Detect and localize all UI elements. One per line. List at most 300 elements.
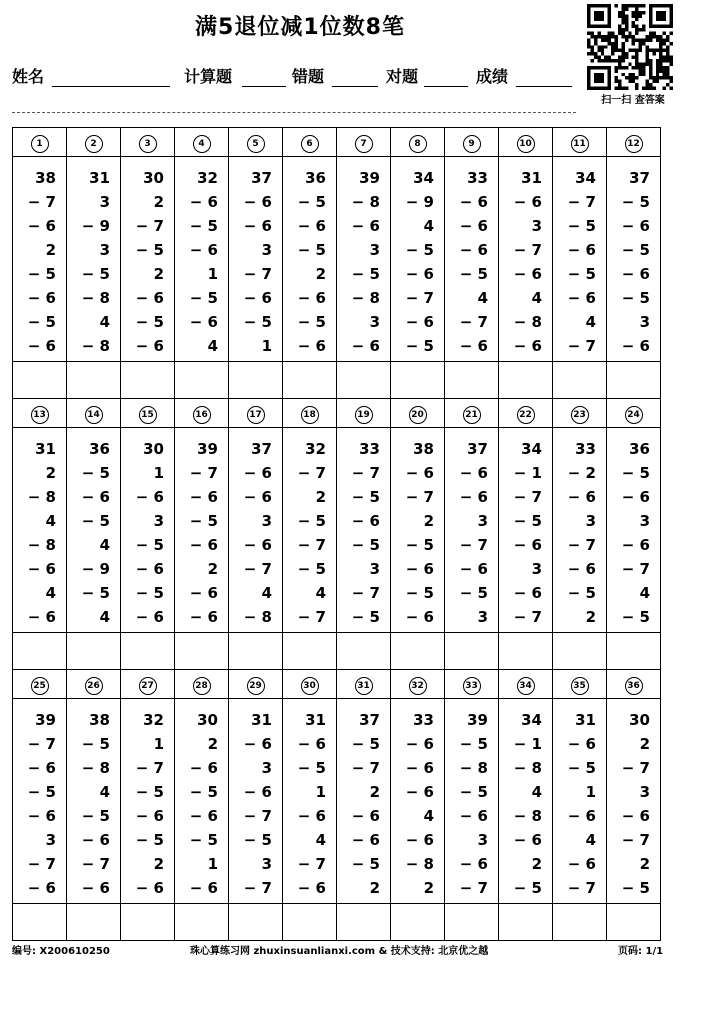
operand: − 7 bbox=[297, 855, 326, 873]
operand-list bbox=[607, 157, 660, 358]
operand-list bbox=[229, 699, 282, 900]
problem-number: 28 bbox=[193, 677, 211, 695]
operand: − 6 bbox=[243, 783, 272, 801]
problem-number-cell bbox=[337, 399, 391, 428]
answer-box[interactable] bbox=[499, 633, 553, 670]
cut-line bbox=[12, 112, 576, 113]
problem-number-cell bbox=[67, 399, 121, 428]
wrong-label: 错题 bbox=[292, 67, 325, 86]
problem-grid bbox=[12, 127, 661, 941]
operand: 31 bbox=[521, 169, 542, 187]
problem-number: 21 bbox=[463, 406, 481, 424]
problem-number-cell bbox=[499, 128, 553, 157]
operand: − 8 bbox=[459, 759, 488, 777]
qr-code[interactable] bbox=[587, 4, 673, 90]
operand: − 5 bbox=[621, 464, 650, 482]
problem-number: 27 bbox=[139, 677, 157, 695]
answer-box[interactable] bbox=[337, 904, 391, 941]
operand: − 5 bbox=[189, 217, 218, 235]
operand: − 6 bbox=[567, 855, 596, 873]
operand: − 9 bbox=[81, 560, 110, 578]
operand-list bbox=[121, 157, 174, 358]
operand: − 6 bbox=[405, 783, 434, 801]
operand: 37 bbox=[251, 169, 272, 187]
operand: − 7 bbox=[243, 807, 272, 825]
operand: 2 bbox=[585, 608, 596, 626]
problem-number-cell bbox=[175, 399, 229, 428]
operand: − 5 bbox=[567, 759, 596, 777]
operand: − 5 bbox=[297, 759, 326, 777]
operand: 4 bbox=[531, 783, 542, 801]
operand: − 5 bbox=[567, 217, 596, 235]
operand: − 5 bbox=[27, 313, 56, 331]
operand: − 6 bbox=[189, 313, 218, 331]
operand: − 5 bbox=[351, 265, 380, 283]
operand: 2 bbox=[639, 735, 650, 753]
operand-list bbox=[67, 157, 120, 358]
problem-number-cell bbox=[121, 128, 175, 157]
problem-number-cell bbox=[445, 670, 499, 699]
answer-box[interactable] bbox=[391, 633, 445, 670]
problem-cell bbox=[229, 428, 283, 633]
answer-box[interactable] bbox=[175, 633, 229, 670]
operand: − 5 bbox=[297, 560, 326, 578]
problem-number-cell bbox=[391, 670, 445, 699]
operand: − 7 bbox=[297, 536, 326, 554]
operand: − 8 bbox=[27, 536, 56, 554]
problem-number: 9 bbox=[463, 135, 481, 153]
operand: 37 bbox=[359, 711, 380, 729]
count-field[interactable] bbox=[242, 86, 286, 87]
problem-number-cell bbox=[175, 670, 229, 699]
operand: − 5 bbox=[243, 831, 272, 849]
operand-list bbox=[175, 699, 228, 900]
operand: − 7 bbox=[81, 855, 110, 873]
operand: 30 bbox=[143, 440, 164, 458]
operand: − 5 bbox=[135, 584, 164, 602]
operand: 32 bbox=[305, 440, 326, 458]
operand: 1 bbox=[153, 735, 164, 753]
answer-box[interactable] bbox=[67, 904, 121, 941]
operand: − 6 bbox=[27, 560, 56, 578]
operand: 3 bbox=[477, 608, 488, 626]
problem-number-row bbox=[13, 399, 661, 428]
problem-cell bbox=[229, 699, 283, 904]
answer-box[interactable] bbox=[175, 904, 229, 941]
operand: − 7 bbox=[567, 536, 596, 554]
operand: − 6 bbox=[513, 831, 542, 849]
answer-box[interactable] bbox=[445, 904, 499, 941]
answer-row bbox=[13, 904, 661, 941]
operand: − 5 bbox=[459, 783, 488, 801]
operand-list bbox=[391, 699, 444, 900]
problem-number-cell bbox=[121, 670, 175, 699]
operand: − 7 bbox=[621, 759, 650, 777]
operand: − 6 bbox=[189, 584, 218, 602]
operand: − 7 bbox=[567, 879, 596, 897]
problem-row bbox=[13, 157, 661, 362]
name-field[interactable] bbox=[52, 86, 170, 87]
problem-cell bbox=[175, 157, 229, 362]
answer-box[interactable] bbox=[607, 362, 661, 399]
problem-cell bbox=[337, 428, 391, 633]
operand-list bbox=[13, 157, 66, 358]
problem-number: 13 bbox=[31, 406, 49, 424]
operand: − 6 bbox=[351, 217, 380, 235]
operand: 36 bbox=[305, 169, 326, 187]
operand: − 5 bbox=[621, 193, 650, 211]
problem-number: 26 bbox=[85, 677, 103, 695]
operand: 2 bbox=[207, 560, 218, 578]
answer-box[interactable] bbox=[553, 633, 607, 670]
operand-list bbox=[283, 157, 336, 358]
operand: − 5 bbox=[81, 512, 110, 530]
operand: − 8 bbox=[513, 759, 542, 777]
operand: 30 bbox=[197, 711, 218, 729]
operand: 33 bbox=[467, 169, 488, 187]
problem-number: 24 bbox=[625, 406, 643, 424]
operand-list bbox=[175, 428, 228, 629]
answer-box[interactable] bbox=[229, 362, 283, 399]
operand: − 5 bbox=[567, 584, 596, 602]
answer-box[interactable] bbox=[445, 633, 499, 670]
problem-number: 23 bbox=[571, 406, 589, 424]
operand: − 7 bbox=[27, 193, 56, 211]
operand: − 5 bbox=[621, 289, 650, 307]
operand: 32 bbox=[143, 711, 164, 729]
wrong-field[interactable] bbox=[332, 86, 378, 87]
operand: − 6 bbox=[459, 807, 488, 825]
answer-box[interactable] bbox=[607, 633, 661, 670]
operand: 4 bbox=[45, 512, 56, 530]
answer-box[interactable] bbox=[175, 362, 229, 399]
operand: − 6 bbox=[189, 879, 218, 897]
answer-box[interactable] bbox=[607, 904, 661, 941]
operand: − 5 bbox=[351, 855, 380, 873]
operand: − 6 bbox=[27, 879, 56, 897]
operand: − 7 bbox=[27, 735, 56, 753]
operand: − 6 bbox=[243, 735, 272, 753]
operand: 2 bbox=[423, 879, 434, 897]
operand: − 6 bbox=[189, 488, 218, 506]
operand-list bbox=[391, 428, 444, 629]
problem-cell bbox=[283, 428, 337, 633]
answer-box[interactable] bbox=[121, 362, 175, 399]
answer-box[interactable] bbox=[283, 904, 337, 941]
answer-box[interactable] bbox=[499, 362, 553, 399]
problem-cell bbox=[553, 699, 607, 904]
answer-box[interactable] bbox=[121, 904, 175, 941]
problem-number: 12 bbox=[625, 135, 643, 153]
operand: − 5 bbox=[405, 241, 434, 259]
operand: 31 bbox=[305, 711, 326, 729]
operand: − 6 bbox=[351, 831, 380, 849]
operand: 37 bbox=[629, 169, 650, 187]
operand: − 6 bbox=[513, 337, 542, 355]
right-field[interactable] bbox=[424, 86, 468, 87]
answer-box[interactable] bbox=[337, 633, 391, 670]
operand-list bbox=[391, 157, 444, 358]
problem-cell bbox=[445, 428, 499, 633]
problem-cell bbox=[607, 428, 661, 633]
operand: 31 bbox=[575, 711, 596, 729]
operand: 2 bbox=[423, 512, 434, 530]
operand: − 5 bbox=[135, 241, 164, 259]
operand: − 5 bbox=[405, 337, 434, 355]
problem-cell bbox=[67, 699, 121, 904]
operand: − 6 bbox=[135, 560, 164, 578]
operand: 1 bbox=[315, 783, 326, 801]
operand: − 6 bbox=[567, 735, 596, 753]
problem-cell bbox=[337, 699, 391, 904]
problem-number: 8 bbox=[409, 135, 427, 153]
operand: − 5 bbox=[27, 265, 56, 283]
problem-cell bbox=[607, 157, 661, 362]
operand: − 6 bbox=[243, 193, 272, 211]
operand: − 6 bbox=[513, 584, 542, 602]
count-label: 计算题 bbox=[184, 67, 233, 86]
problem-number-cell bbox=[391, 128, 445, 157]
operand-list bbox=[445, 699, 498, 900]
operand: 33 bbox=[413, 711, 434, 729]
problem-cell bbox=[499, 699, 553, 904]
name-label: 姓名 bbox=[12, 67, 45, 86]
answer-box[interactable] bbox=[337, 362, 391, 399]
operand: 4 bbox=[45, 584, 56, 602]
operand: 4 bbox=[585, 313, 596, 331]
problem-cell bbox=[607, 699, 661, 904]
operand: − 7 bbox=[243, 879, 272, 897]
problem-number: 1 bbox=[31, 135, 49, 153]
operand: − 7 bbox=[513, 608, 542, 626]
operand: 4 bbox=[423, 807, 434, 825]
operand: − 6 bbox=[405, 560, 434, 578]
problem-row bbox=[13, 428, 661, 633]
operand-list bbox=[553, 157, 606, 358]
operand-list bbox=[337, 157, 390, 358]
answer-box[interactable] bbox=[445, 362, 499, 399]
operand-list bbox=[337, 699, 390, 900]
problem-number-cell bbox=[67, 128, 121, 157]
operand: − 7 bbox=[135, 217, 164, 235]
operand: 3 bbox=[369, 560, 380, 578]
operand: − 5 bbox=[135, 313, 164, 331]
operand: − 6 bbox=[459, 855, 488, 873]
operand: − 6 bbox=[135, 608, 164, 626]
problem-number: 16 bbox=[193, 406, 211, 424]
problem-number-cell bbox=[607, 128, 661, 157]
operand: − 8 bbox=[513, 313, 542, 331]
operand: 3 bbox=[261, 241, 272, 259]
problem-cell bbox=[229, 157, 283, 362]
operand: − 8 bbox=[405, 855, 434, 873]
operand: 31 bbox=[251, 711, 272, 729]
operand: 3 bbox=[261, 512, 272, 530]
problem-number: 18 bbox=[301, 406, 319, 424]
operand: − 6 bbox=[27, 759, 56, 777]
operand-list bbox=[67, 428, 120, 629]
problem-number-row bbox=[13, 128, 661, 157]
problem-number: 2 bbox=[85, 135, 103, 153]
problem-cell bbox=[445, 699, 499, 904]
answer-box[interactable] bbox=[67, 362, 121, 399]
problem-number-cell bbox=[337, 128, 391, 157]
operand: 4 bbox=[639, 584, 650, 602]
problem-cell bbox=[13, 699, 67, 904]
problem-cell bbox=[391, 157, 445, 362]
operand: − 8 bbox=[81, 289, 110, 307]
problem-number: 6 bbox=[301, 135, 319, 153]
operand: 4 bbox=[99, 783, 110, 801]
problem-number-cell bbox=[121, 399, 175, 428]
problem-number: 30 bbox=[301, 677, 319, 695]
answer-box[interactable] bbox=[229, 633, 283, 670]
score-field[interactable] bbox=[516, 86, 572, 87]
operand: − 6 bbox=[513, 536, 542, 554]
problem-cell bbox=[13, 157, 67, 362]
operand: − 7 bbox=[459, 879, 488, 897]
operand: − 6 bbox=[135, 807, 164, 825]
answer-box[interactable] bbox=[283, 362, 337, 399]
answer-box[interactable] bbox=[121, 633, 175, 670]
problem-number-cell bbox=[283, 128, 337, 157]
operand: − 6 bbox=[351, 807, 380, 825]
operand: − 6 bbox=[135, 879, 164, 897]
operand: 33 bbox=[359, 440, 380, 458]
operand: − 5 bbox=[297, 193, 326, 211]
operand: − 8 bbox=[243, 608, 272, 626]
operand: − 5 bbox=[567, 265, 596, 283]
problem-cell bbox=[391, 699, 445, 904]
operand: 4 bbox=[99, 313, 110, 331]
problem-number-cell bbox=[499, 399, 553, 428]
operand: 30 bbox=[143, 169, 164, 187]
operand: 36 bbox=[89, 440, 110, 458]
problem-number-cell bbox=[175, 128, 229, 157]
operand: − 6 bbox=[513, 193, 542, 211]
problem-number: 17 bbox=[247, 406, 265, 424]
operand: − 6 bbox=[405, 313, 434, 331]
problem-cell bbox=[121, 699, 175, 904]
operand-list bbox=[283, 699, 336, 900]
operand: 2 bbox=[369, 783, 380, 801]
worksheet-title: 满5退位减1位数8笔 bbox=[195, 15, 405, 40]
answer-box[interactable] bbox=[499, 904, 553, 941]
problem-number-cell bbox=[13, 399, 67, 428]
problem-number: 10 bbox=[517, 135, 535, 153]
problem-cell bbox=[553, 428, 607, 633]
operand: − 6 bbox=[243, 217, 272, 235]
operand: 4 bbox=[315, 584, 326, 602]
operand: 4 bbox=[207, 337, 218, 355]
operand-list bbox=[445, 157, 498, 358]
answer-box[interactable] bbox=[67, 633, 121, 670]
answer-box[interactable] bbox=[553, 904, 607, 941]
operand: 3 bbox=[261, 759, 272, 777]
problem-number: 7 bbox=[355, 135, 373, 153]
answer-box[interactable] bbox=[13, 904, 67, 941]
operand: − 6 bbox=[351, 337, 380, 355]
operand: − 5 bbox=[351, 536, 380, 554]
operand-list bbox=[553, 428, 606, 629]
answer-box[interactable] bbox=[13, 362, 67, 399]
answer-box[interactable] bbox=[391, 362, 445, 399]
operand: − 5 bbox=[27, 783, 56, 801]
operand: − 7 bbox=[189, 464, 218, 482]
operand: 4 bbox=[99, 608, 110, 626]
operand: 38 bbox=[89, 711, 110, 729]
operand: 31 bbox=[35, 440, 56, 458]
operand: − 5 bbox=[351, 735, 380, 753]
operand: − 7 bbox=[243, 560, 272, 578]
operand: 4 bbox=[99, 536, 110, 554]
operand: 2 bbox=[315, 265, 326, 283]
problem-number: 29 bbox=[247, 677, 265, 695]
operand: 34 bbox=[575, 169, 596, 187]
operand: − 5 bbox=[243, 313, 272, 331]
operand: − 5 bbox=[297, 313, 326, 331]
operand: − 6 bbox=[459, 560, 488, 578]
operand: 2 bbox=[531, 855, 542, 873]
operand: 1 bbox=[207, 855, 218, 873]
operand: − 6 bbox=[297, 807, 326, 825]
answer-box[interactable] bbox=[553, 362, 607, 399]
operand: − 5 bbox=[81, 584, 110, 602]
operand: − 6 bbox=[243, 536, 272, 554]
operand: − 7 bbox=[513, 488, 542, 506]
operand: − 6 bbox=[297, 217, 326, 235]
problem-number: 20 bbox=[409, 406, 427, 424]
operand: − 6 bbox=[297, 735, 326, 753]
problem-cell bbox=[499, 157, 553, 362]
problem-number-cell bbox=[607, 399, 661, 428]
answer-box[interactable] bbox=[283, 633, 337, 670]
operand: − 2 bbox=[567, 464, 596, 482]
operand: − 5 bbox=[621, 879, 650, 897]
operand: − 1 bbox=[513, 735, 542, 753]
operand: − 6 bbox=[243, 488, 272, 506]
answer-box[interactable] bbox=[13, 633, 67, 670]
operand: − 7 bbox=[243, 265, 272, 283]
operand: − 6 bbox=[405, 759, 434, 777]
problem-number: 19 bbox=[355, 406, 373, 424]
operand: − 5 bbox=[81, 807, 110, 825]
operand: − 5 bbox=[459, 265, 488, 283]
operand: − 7 bbox=[351, 464, 380, 482]
operand-list bbox=[607, 428, 660, 629]
operand-list bbox=[67, 699, 120, 900]
operand: 37 bbox=[251, 440, 272, 458]
operand: 32 bbox=[197, 169, 218, 187]
operand: − 7 bbox=[459, 536, 488, 554]
operand: − 7 bbox=[351, 759, 380, 777]
operand: − 6 bbox=[297, 337, 326, 355]
operand: − 5 bbox=[81, 464, 110, 482]
operand-list bbox=[607, 699, 660, 900]
answer-box[interactable] bbox=[391, 904, 445, 941]
problem-number-cell bbox=[607, 670, 661, 699]
operand: 2 bbox=[45, 464, 56, 482]
operand: 30 bbox=[629, 711, 650, 729]
operand: − 6 bbox=[405, 608, 434, 626]
operand: 38 bbox=[35, 169, 56, 187]
operand: 36 bbox=[629, 440, 650, 458]
problem-cell bbox=[391, 428, 445, 633]
operand: − 6 bbox=[297, 879, 326, 897]
answer-box[interactable] bbox=[229, 904, 283, 941]
problem-number-row bbox=[13, 670, 661, 699]
problem-number: 34 bbox=[517, 677, 535, 695]
